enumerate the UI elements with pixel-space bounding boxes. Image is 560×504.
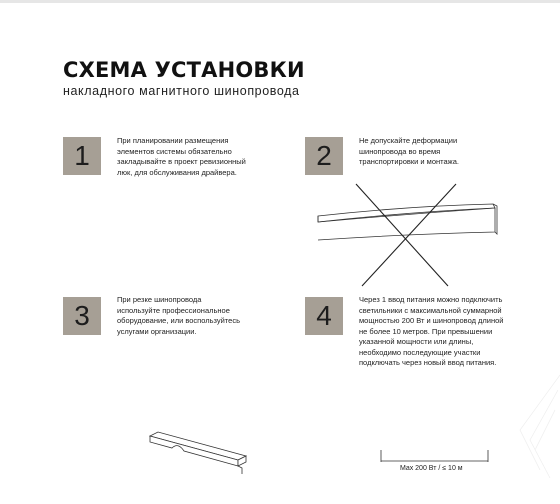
step-1-line: элементов системы обязательно [117,146,232,156]
step-2-text [359,136,459,168]
step-4-line: подключать через новый ввод питания. [359,358,497,367]
step-3-line: оборудование, или воспользуйтесь [117,316,240,325]
step-1-line: закладывайте в проект ревизионный [117,157,246,166]
step-2-number: 2 [305,137,343,175]
step-4-line: светильники с максимальной суммарной [359,305,502,315]
step-4-line: указанной мощности или длины, [359,337,474,346]
step-3-text [117,295,240,337]
max-length-bracket [380,448,490,464]
page-title: СХЕМА УСТАНОВКИ [63,58,305,82]
track-profile-drawing [150,432,246,474]
step-4-text [359,295,504,369]
top-divider [0,0,560,3]
step-4-number: 4 [305,297,343,335]
step-4-line: необходимо последующие участки [359,347,481,357]
step-4-line: не более 10 метров. При превышении [359,326,493,336]
page-subtitle: накладного магнитного шинопровода [63,84,300,98]
deformed-track-crossed-illustration [318,180,498,290]
step-1-line: При планировании размещения [117,136,229,145]
step-3-line: При резке шинопровода [117,295,202,304]
decorative-watermark-lines [500,370,560,480]
max-power-length-caption: Max 200 Вт / ≤ 10 м [400,465,463,472]
step-3-line: услугами организации. [117,326,197,336]
step-1-number: 1 [63,137,101,175]
step-2-line: Не допускайте деформации [359,136,458,145]
track-cut-illustration [148,430,248,474]
step-1-line: люк, для обслуживания драйвера. [117,167,237,177]
step-3-number: 3 [63,297,101,335]
step-3-line: используйте профессиональное [117,305,230,315]
step-2-line: шинопровода во время [359,146,441,156]
step-1-text [117,136,246,178]
step-4-line: Через 1 ввод питания можно подключить [359,295,503,304]
step-2-line: транспортировки и монтажа. [359,157,459,166]
step-4-line: мощностью 200 Вт и шинопровод длиной [359,316,504,325]
deformed-track-drawing [318,204,497,240]
